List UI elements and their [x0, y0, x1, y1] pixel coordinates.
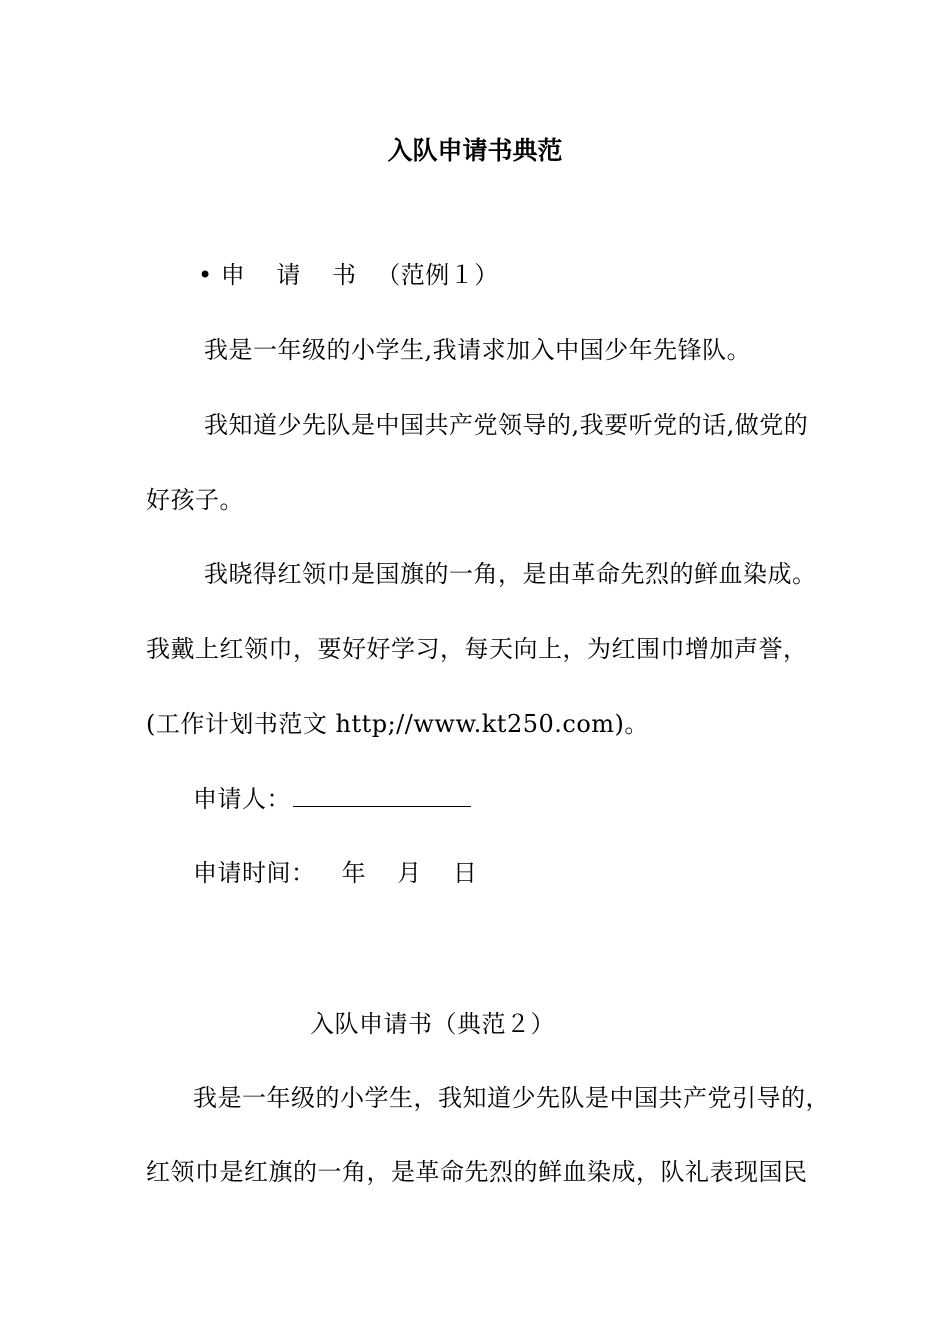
example1-heading-text: 申 请 书	[220, 261, 369, 289]
example1-paragraph-2-line-2: 好孩子。	[146, 486, 244, 514]
applicant-row	[193, 784, 471, 814]
example1-paragraph-3-line-1: 我晓得红领巾是国旗的一角，是由革命先烈的鲜血染成。	[204, 560, 817, 588]
example1-heading-suffix: （范例１）	[376, 261, 499, 289]
applicant-blank-line	[293, 784, 471, 807]
application-time-value: 年 月 日	[341, 859, 489, 887]
example2-heading: 入队申请书（典范２）	[310, 1010, 555, 1038]
bullet: •	[198, 261, 213, 289]
example2-paragraph-1-line-1: 我是一年级的小学生，我知道少先队是中国共产党引导的，	[193, 1084, 830, 1112]
example2-paragraph-1-line-2: 红领巾是红旗的一角，是革命先烈的鲜血染成，队礼表现国民	[146, 1158, 808, 1186]
application-time-row	[193, 858, 489, 888]
example1-heading	[198, 260, 499, 290]
applicant-label: 申请人：	[193, 785, 291, 813]
application-time-label: 申请时间：	[193, 859, 316, 887]
example1-paragraph-2-line-1: 我知道少先队是中国共产党领导的,我要听党的话,做党的	[204, 411, 809, 439]
page-title: 入队申请书典范	[387, 136, 563, 165]
example1-paragraph-3-line-2: 我戴上红领巾，要好好学习，每天向上，为红围巾增加声誉，	[146, 635, 808, 663]
example1-paragraph-3-line-3: (工作计划书范文 http;//www.kt250.com)。	[146, 710, 649, 738]
example1-paragraph-1: 我是一年级的小学生,我请求加入中国少年先锋队。	[204, 336, 752, 364]
